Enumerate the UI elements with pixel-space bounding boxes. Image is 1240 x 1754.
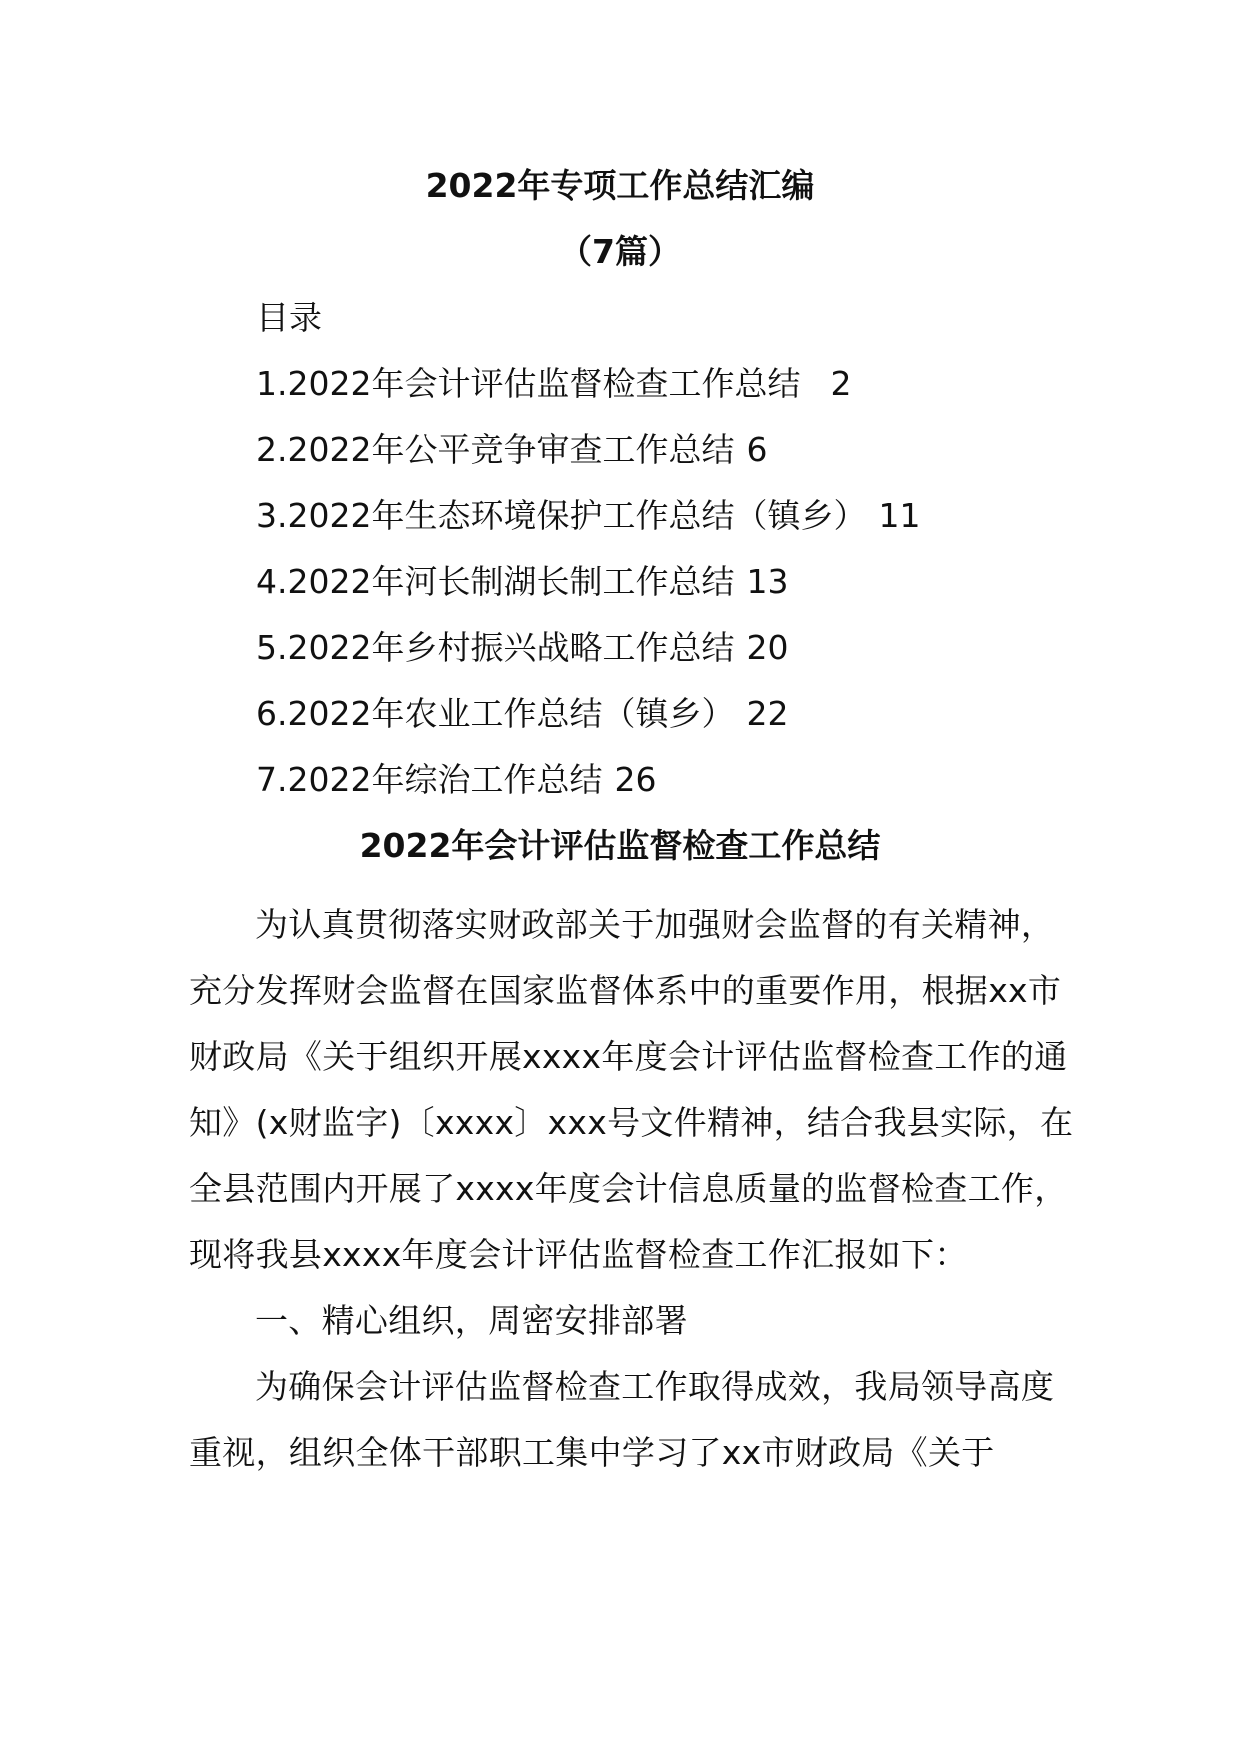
toc-heading: 目录 xyxy=(256,298,322,337)
table-of-contents xyxy=(256,364,920,826)
toc-item[interactable] xyxy=(256,628,920,694)
toc-item-page: 22 xyxy=(746,694,789,733)
toc-item-label: 2.2022年公平竞争审查工作总结 xyxy=(256,430,735,469)
toc-item[interactable] xyxy=(256,760,920,826)
toc-item[interactable] xyxy=(256,430,920,496)
toc-item-label: 1.2022年会计评估监督检查工作总结 xyxy=(256,364,801,403)
toc-item-page: 11 xyxy=(878,496,921,535)
section-body xyxy=(189,892,1084,1486)
toc-item-label: 4.2022年河长制湖长制工作总结 xyxy=(256,562,735,601)
toc-item[interactable] xyxy=(256,562,920,628)
toc-item-label: 6.2022年农业工作总结（镇乡） xyxy=(256,694,735,733)
toc-item-page: 20 xyxy=(746,628,789,667)
toc-item-page: 13 xyxy=(746,562,789,601)
body-paragraph: 为确保会计评估监督检查工作取得成效，我局领导高度重视，组织全体干部职工集中学习了xx市财政局《关于 xyxy=(189,1367,1055,1472)
toc-item[interactable] xyxy=(256,496,920,562)
toc-item-page: 6 xyxy=(746,430,768,469)
toc-item-page: 2 xyxy=(830,364,852,403)
toc-item[interactable] xyxy=(256,364,920,430)
document-title: 2022年专项工作总结汇编 xyxy=(425,166,815,205)
toc-item-page: 26 xyxy=(614,760,657,799)
toc-item-label: 3.2022年生态环境保护工作总结（镇乡） xyxy=(256,496,867,535)
toc-item[interactable] xyxy=(256,694,920,760)
document-subtitle: （7篇） xyxy=(559,232,681,271)
section-title: 2022年会计评估监督检查工作总结 xyxy=(359,826,881,865)
toc-item-label: 7.2022年综治工作总结 xyxy=(256,760,603,799)
toc-item-label: 5.2022年乡村振兴战略工作总结 xyxy=(256,628,735,667)
body-paragraph: 为认真贯彻落实财政部关于加强财会监督的有关精神，充分发挥财会监督在国家监督体系中的重要作用，根据xx市财政局《关于组织开展xxxx年度会计评估监督检查工作的通知》(x财监字)〔xxxx〕xxx号文件精神，结合我县实际，在全县范围内开展了xxxx年度会计信息质量的监督检查工作，现将我县xxxx年度会计评估监督检查工作汇报如下： xyxy=(189,905,1074,1274)
subheading-paragraph: 一、精心组织，周密安排部署 xyxy=(255,1301,688,1340)
